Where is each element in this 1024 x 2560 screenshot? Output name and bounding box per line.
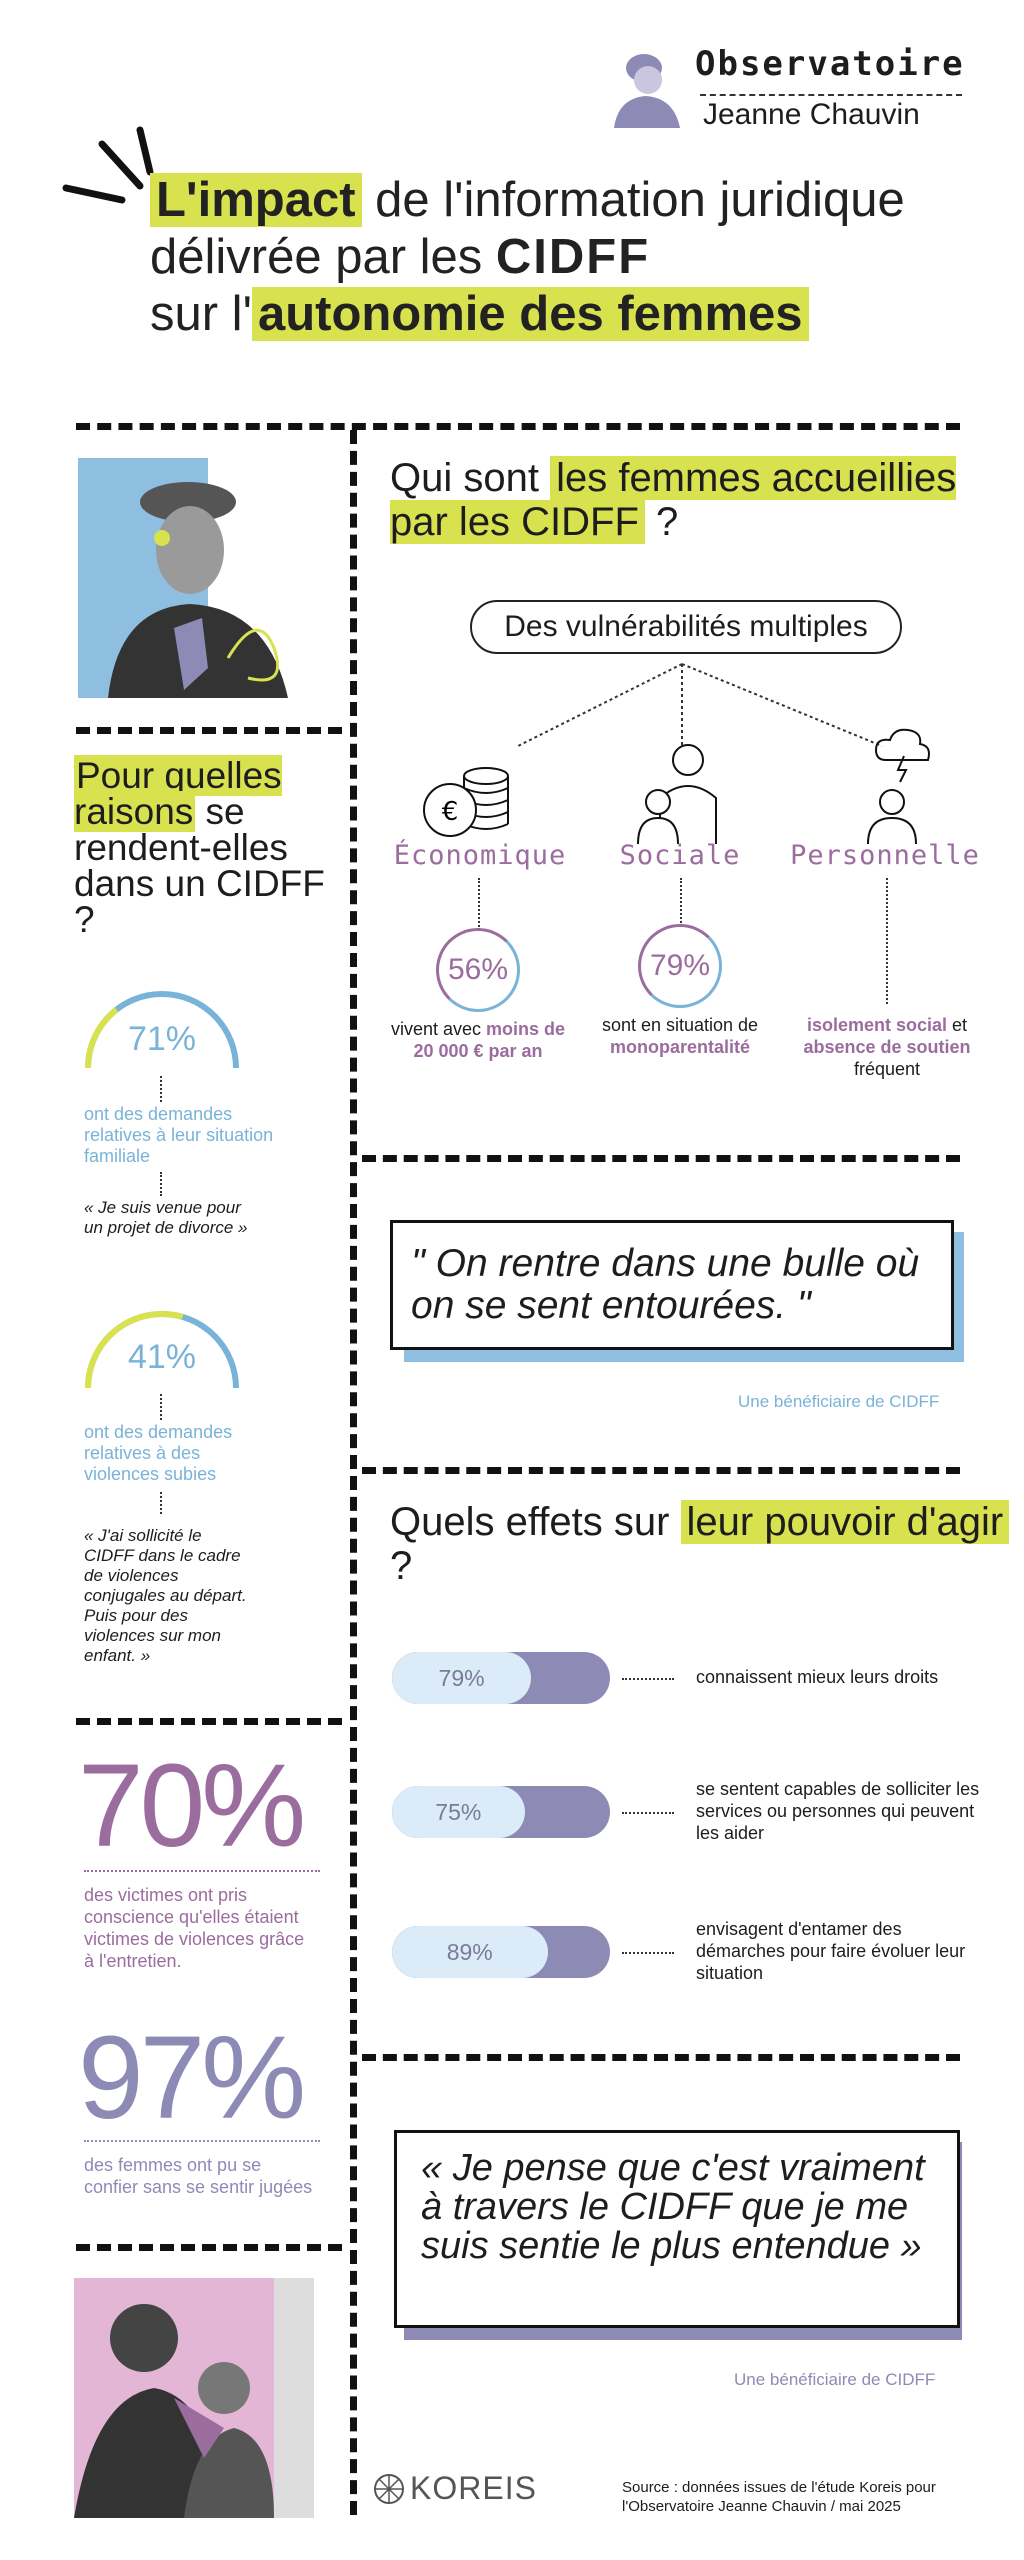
category-connector [478,878,480,930]
gauge-connector [160,1492,162,1514]
personnelle-desc: isolement social et absence de soutien fréquent [803,1015,971,1079]
gauge-connector [160,1076,162,1102]
divider [76,2244,342,2251]
org-subname: Jeanne Chauvin [703,98,920,131]
category-label-economique: Économique [393,840,567,871]
stat-97-pct: 97% [78,2012,303,2144]
effect-bar-75 [392,1786,610,1838]
divider [76,727,342,734]
divider [76,423,960,430]
divider [76,1718,342,1725]
stat-divider [84,2140,320,2142]
family-icon [630,734,730,844]
effect-connector [622,1812,674,1814]
gauge-71-quote: « Je suis venue pour un projet de divorce » [84,1198,248,1237]
stat-70-desc: des victimes ont pris conscience qu'elles étaient victimes de violences grâce à l'entretien. [84,1885,305,1971]
burst-icon [58,122,158,212]
category-connector [680,878,682,926]
stat-70-pct: 70% [78,1740,303,1872]
gauge-connector [160,1172,162,1196]
effect-connector [622,1678,674,1680]
effect-bar-75-fill: 75% [392,1786,525,1838]
quote2-box [394,2130,960,2328]
quote1-box [390,1220,954,1350]
koreis-logo-icon [372,2472,406,2506]
effect-connector [622,1952,674,1954]
reasons-title: Pour quelles raisons se rendent-elles dans un CIDFF ? [74,755,325,940]
gauge-71-desc: ont des demandes relatives à leur situation familiale [84,1104,274,1166]
effects-title: Quels effets sur leur pouvoir d'agir ? [390,1500,1024,1588]
effect-desc-79: connaissent mieux leurs droits [696,1667,939,1687]
gauge-41-quote: « J'ai sollicité le CIDFF dans le cadre de violences conjugales au départ. Puis pour des violences sur mon enfant. » [84,1526,247,1665]
org-name: Observatoire [695,44,965,84]
logo-divider [700,94,962,96]
page-title: L'impact de l'information juridique délivrée par les CIDFF sur l' autonomie des femmes [150,173,905,341]
quote1-text: " On rentre dans une bulle où on se sent entourées. " [411,1242,920,1327]
quote2-source: Une bénéficiaire de CIDFF [734,2370,936,2389]
who-title: Qui sont les femmes accueillies par les CIDFF ? [390,456,957,544]
divider [362,1155,960,1162]
stat-97-desc: des femmes ont pu se confier sans se sentir jugées [84,2155,313,2197]
header-logo-portrait [610,46,682,128]
economique-desc: vivent avec moins de 20 000 € par an [390,1019,566,1061]
quote2-text: « Je pense que c'est vraiment à travers le CIDFF que je me suis sentie le plus entendue » [421,2147,925,2267]
category-label-sociale: Sociale [619,840,741,871]
title-impact: L'impact [156,173,356,227]
divider [362,1467,960,1474]
category-label-personnelle: Personnelle [790,840,980,871]
category-connector [886,878,888,1004]
cidff-brand: CIDFF [495,230,651,284]
effect-bar-79 [392,1652,610,1704]
sociale-desc: sont en situation de monoparentalité [601,1015,759,1057]
gauge-41-desc: ont des demandes relatives à des violences subies [84,1422,233,1484]
effect-bar-79-fill: 79% [392,1652,531,1704]
divider [362,2054,960,2061]
koreis-logo: KOREIS [410,2470,537,2506]
stat-divider [84,1870,320,1872]
gauge-41-pct: 41% [127,1338,197,1376]
gauge-connector [160,1394,162,1420]
coins-icon [420,762,520,842]
effect-desc-89: envisagent d'entamer des démarches pour faire évoluer leur situation [696,1919,966,1983]
storm-person-icon [846,720,946,844]
women-illustration [74,2278,314,2518]
quote1-source: Une bénéficiaire de CIDFF [738,1392,940,1411]
vulnerabilities-label: Des vulnérabilités multiples [470,600,902,654]
sociale-pct-circle: 79% [638,924,722,1008]
svg-text:€: € [441,797,459,827]
economique-pct-circle: 56% [436,928,520,1012]
effect-desc-75: se sentent capables de solliciter les services ou personnes qui peuvent les aider [696,1779,980,1843]
gauge-71-pct: 71% [127,1020,197,1058]
portrait-illustration [78,458,322,698]
footer-source: Source : données issues de l'étude Koreis pour l'Observatoire Jeanne Chauvin / mai 2025 [622,2479,936,2515]
effect-bar-89 [392,1926,610,1978]
effect-bar-89-fill: 89% [392,1926,548,1978]
title-autonomie: autonomie des femmes [257,287,803,341]
divider [350,430,357,2515]
